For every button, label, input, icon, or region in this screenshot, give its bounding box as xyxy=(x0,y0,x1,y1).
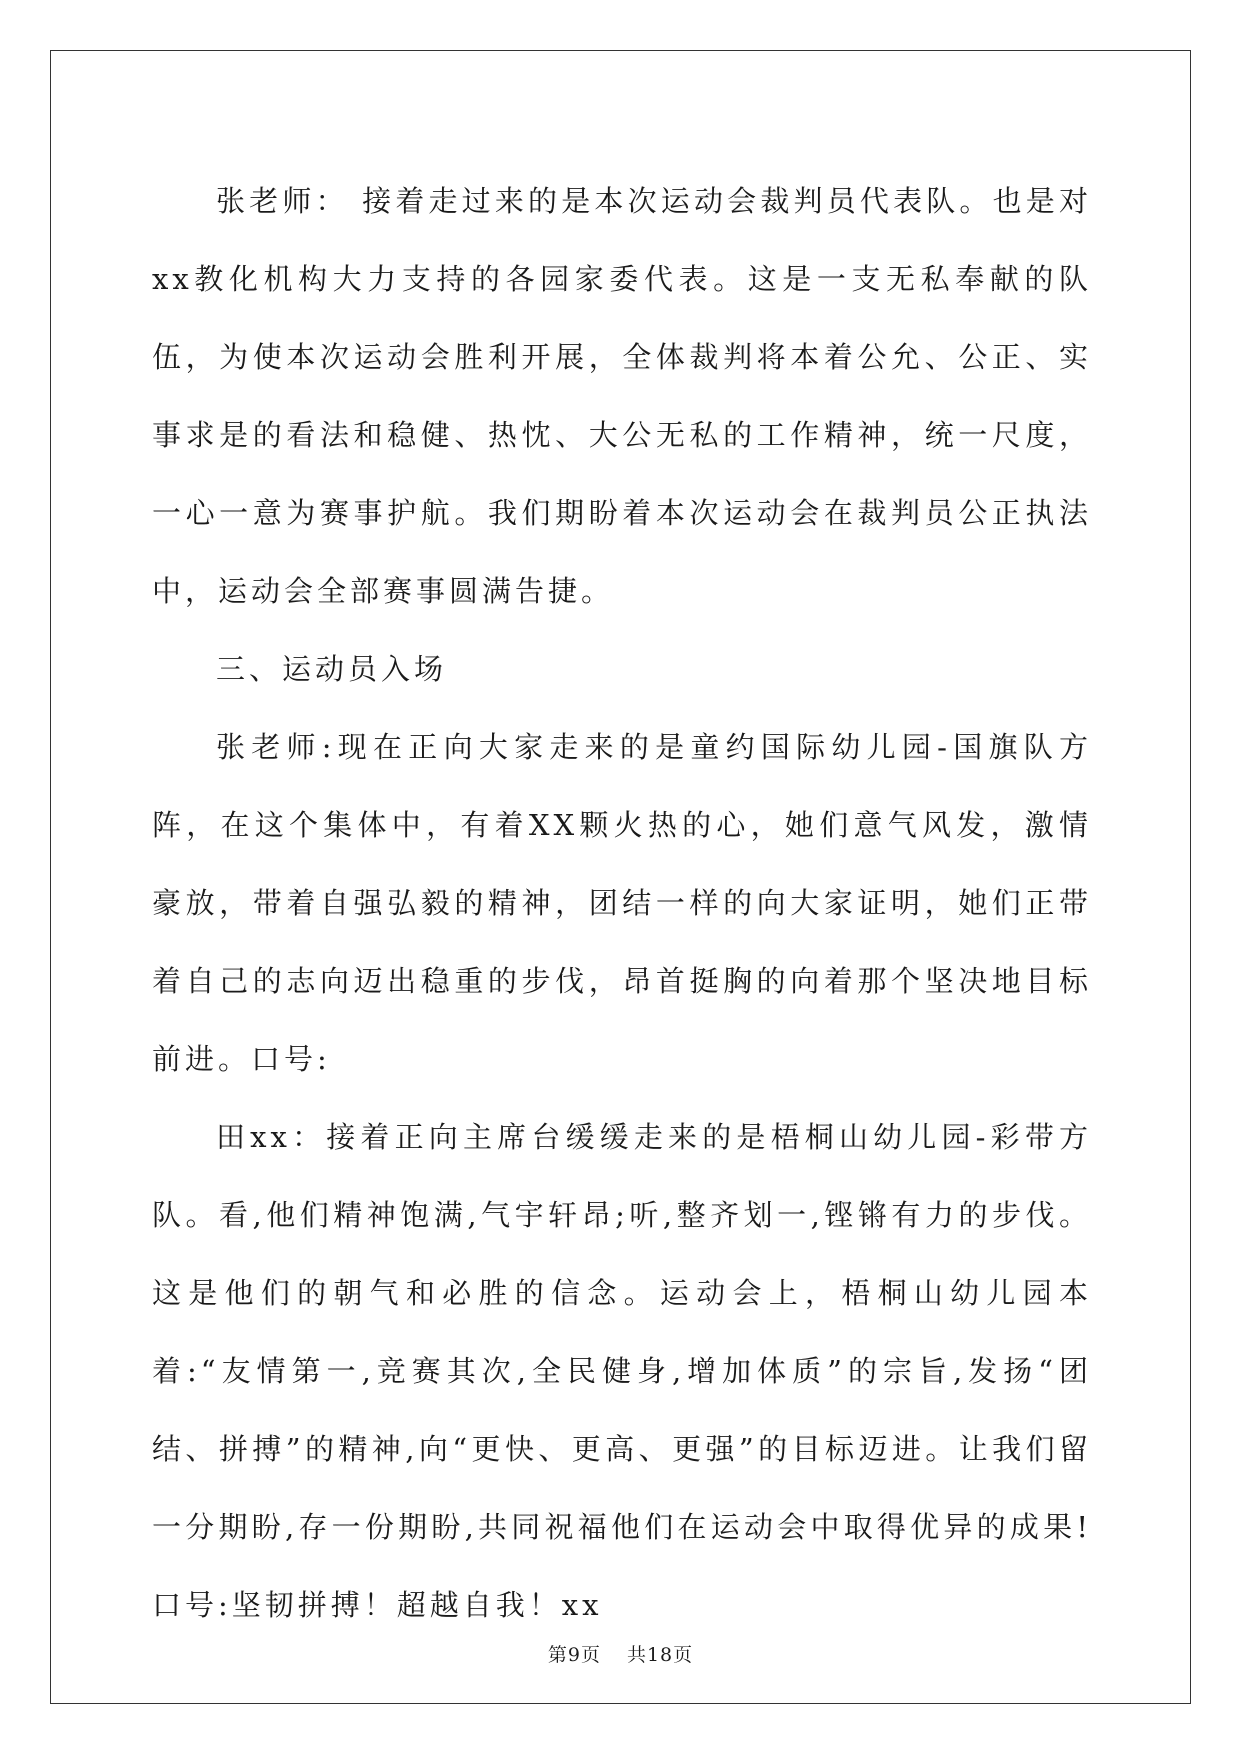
section-heading-athletes-entry: 三、运动员入场 xyxy=(216,652,448,686)
paragraph-referee-intro: 张老师： 接着走过来的是本次运动会裁判员代表队。也是对xx教化机构大力支持的各园家委代表。这是一支无私奉献的队伍，为使本次运动会胜利开展，全体裁判将本着公允、公正、实事求是的看法和稳健、热忱、大公无私的工作精神，统一尺度，一心一意为赛事护航。我们期盼着本次运动会在裁判员公正执法中，运动会全部赛事圆满告捷。 xyxy=(152,184,1092,608)
page-number: 第9页 xyxy=(547,1644,601,1666)
page-footer xyxy=(0,1640,1241,1667)
document-body xyxy=(152,162,1092,1644)
page-total: 共18页 xyxy=(626,1644,694,1666)
paragraph-flag-team: 张老师:现在正向大家走来的是童约国际幼儿园-国旗队方阵，在这个集体中，有着XX颗火热的心，她们意气风发，激情豪放，带着自强弘毅的精神，团结一样的向大家证明，她们正带着自己的志向迈出稳重的步伐，昂首挺胸的向着那个坚决地目标前进。口号: xyxy=(152,730,1092,1076)
paragraph-ribbon-team: 田xx：接着正向主席台缓缓走来的是梧桐山幼儿园-彩带方队。看,他们精神饱满,气宇轩昂;听,整齐划一,铿锵有力的步伐。这是他们的朝气和必胜的信念。运动会上，梧桐山幼儿园本着:“友情第一,竞赛其次,全民健身,增加体质”的宗旨,发扬“团结、拼搏”的精神,向“更快、更高、更强”的目标迈进。让我们留一分期盼,存一份期盼,共同祝福他们在运动会中取得优异的成果!口号:坚韧拼搏！超越自我！xx xyxy=(152,1120,1092,1622)
